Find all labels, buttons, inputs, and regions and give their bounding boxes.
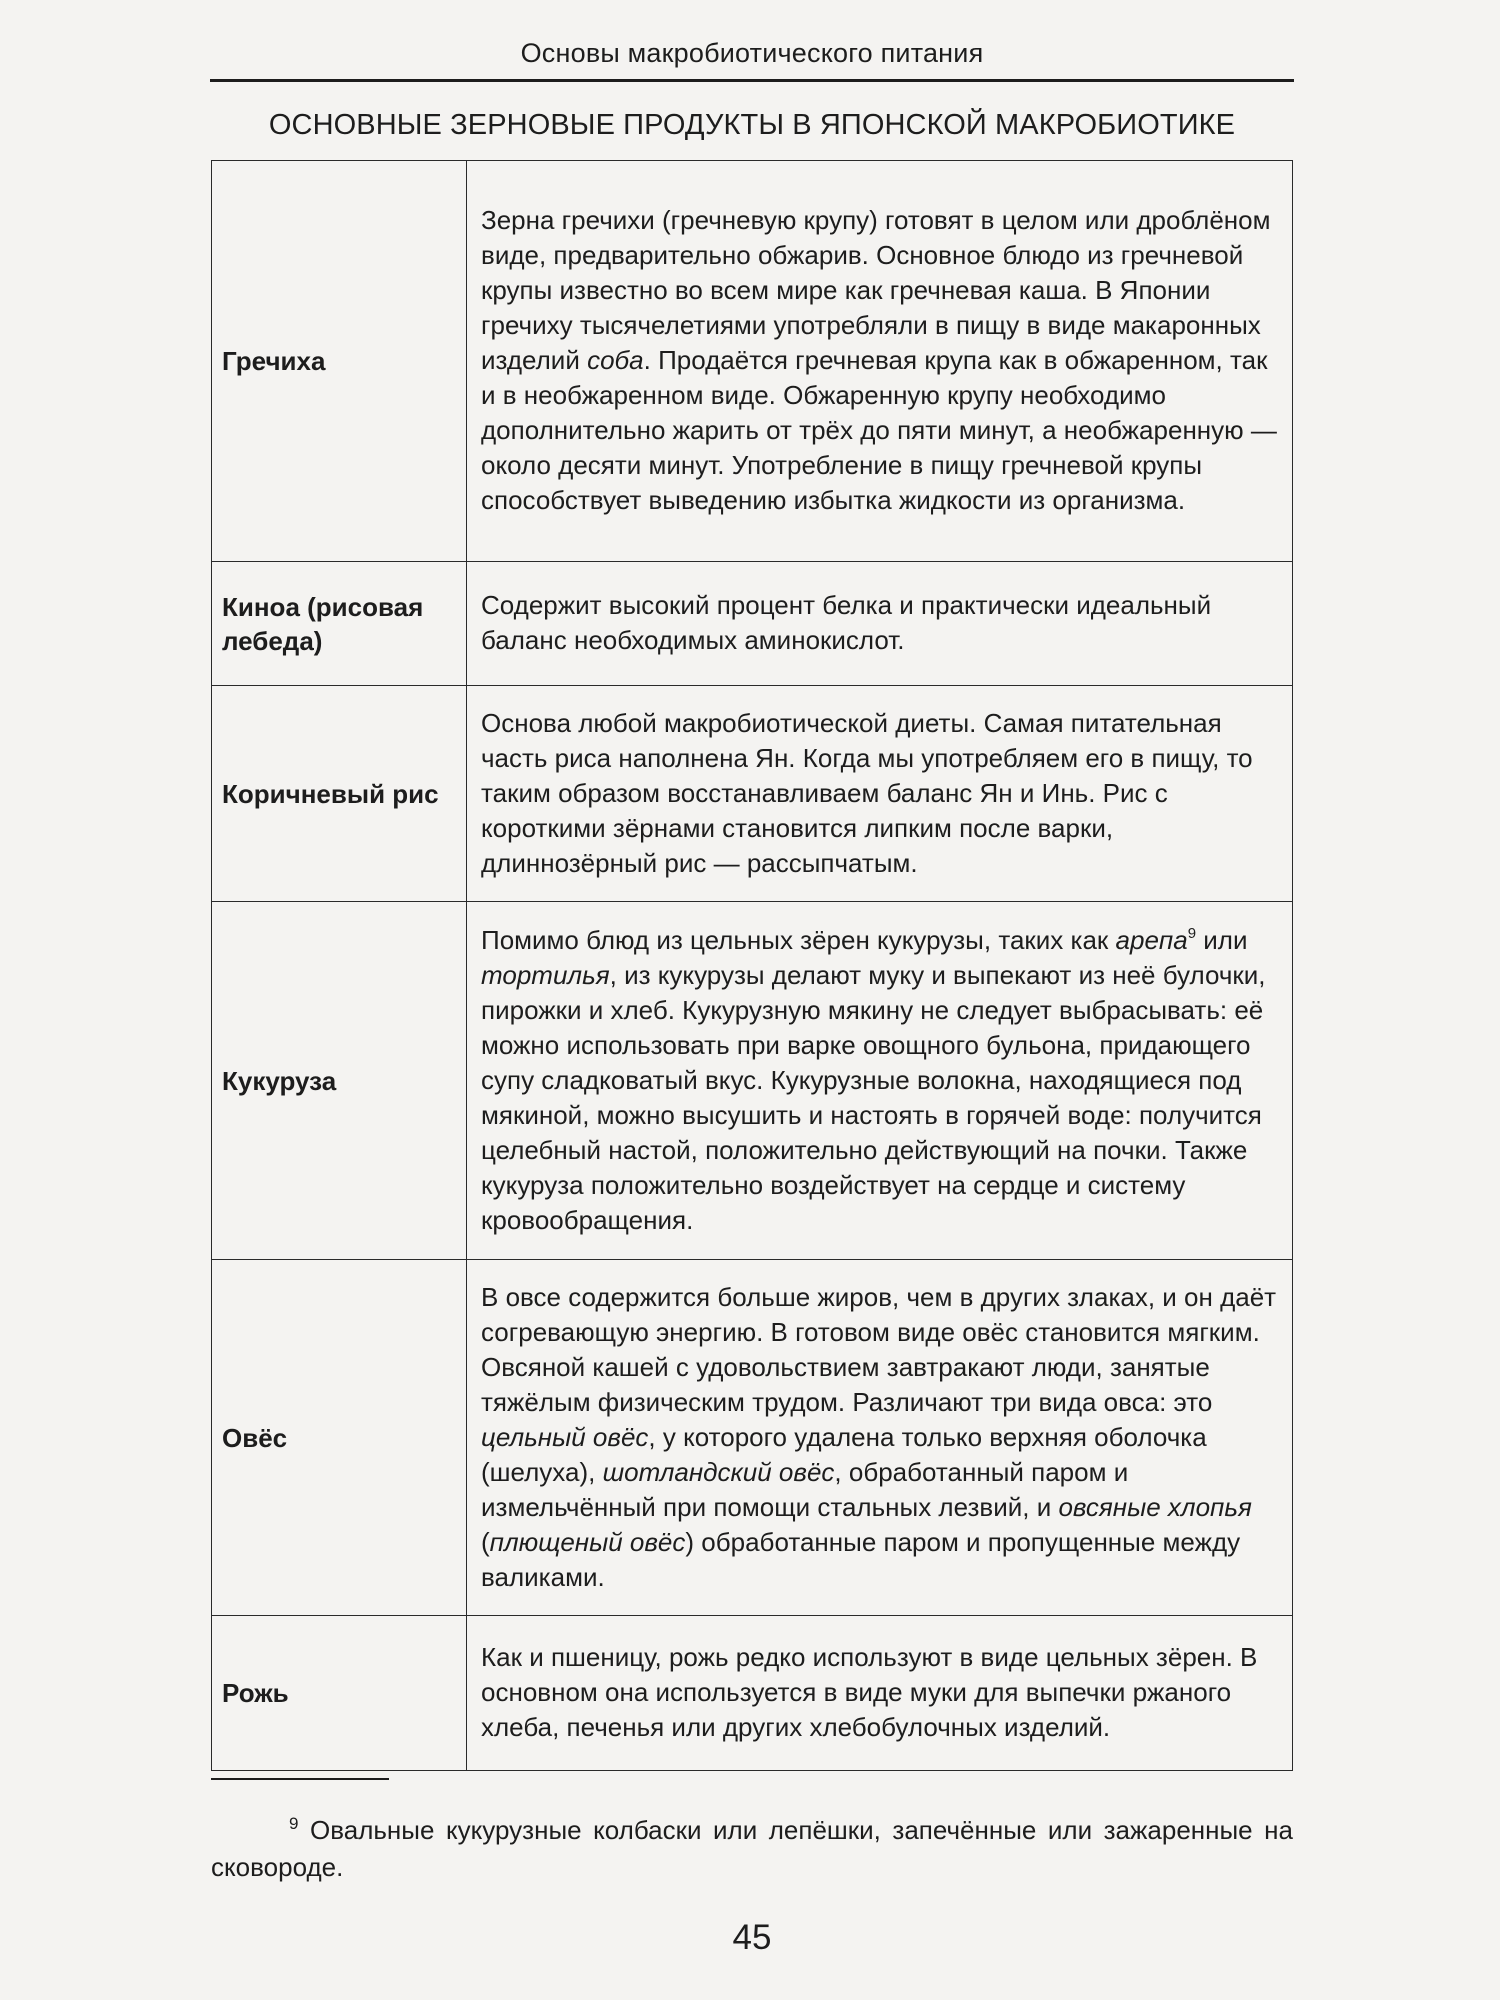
table-row-quinoa xyxy=(212,562,1293,686)
footnote-text: Овальные кукурузные колбаски или лепёшки, запечённые или зажаренные на сковороде. xyxy=(211,1815,1293,1882)
grain-description-cell: Зерна гречихи (гречневую крупу) готовят в целом или дроблёном виде, предварительно обжарив. Основное блюдо из гречневой крупы известно во всем мире как гречневая каша. В Японии гречиху тысячелетиями употребляли в пищу в виде макаронных изделий соба. Продаётся гречневая крупа как в обжаренном, так и в необжаренном виде. Обжаренную крупу необходимо дополнительно жарить от трёх до пяти минут, а необжаренную — около десяти минут. Употребление в пищу гречневой крупы способствует выведению избытка жидкости из организма. xyxy=(467,161,1293,562)
grain-name-cell: Рожь xyxy=(212,1616,467,1771)
grain-description-cell: Содержит высокий процент белка и практически идеальный баланс необходимых аминокислот. xyxy=(467,562,1293,686)
footnote xyxy=(211,1812,1293,1886)
grain-description-cell: Помимо блюд из цельных зёрен кукурузы, таких как арепа$^9$ или тортилья, из кукурузы делают муку и выпекают из неё булочки, пирожки и хлеб. Кукурузную мякину не следует выбрасывать: её можно использовать при варке овощного бульона, придающего супу сладковатый вкус. Кукурузные волокна, находящиеся под мякиной, можно высушить и настоять в горячей воде: получится целебный настой, положительно действующий на почки. Также кукуруза положительно воздействует на сердце и систему кровообращения. xyxy=(467,902,1293,1260)
page-number: 45 xyxy=(732,1918,772,1957)
running-head: Основы макробиотического питания xyxy=(520,38,984,68)
book-page xyxy=(208,0,1296,2000)
header-rule xyxy=(210,79,1294,82)
table-row-buckwheat xyxy=(212,161,1293,562)
grain-name-cell: Коричневый рис xyxy=(212,686,467,902)
table-row-rye xyxy=(212,1616,1293,1771)
grain-description-cell: Основа любой макробиотической диеты. Самая питательная часть риса наполнена Ян. Когда мы употребляем его в пищу, то таким образом восстанавливаем баланс Ян и Инь. Рис с короткими зёрнами становится липким после варки, длиннозёрный рис — рассыпчатым. xyxy=(467,686,1293,902)
footnote-mark: 9 xyxy=(289,1814,299,1833)
table-title: ОСНОВНЫЕ ЗЕРНОВЫЕ ПРОДУКТЫ В ЯПОНСКОЙ МАКРОБИОТИКЕ xyxy=(268,109,1236,141)
grain-description-cell: Как и пшеницу, рожь редко используют в виде цельных зёрен. В основном она используется в виде муки для выпечки ржаного хлеба, печенья или других хлебобулочных изделий. xyxy=(467,1616,1293,1771)
grain-name-cell: Киноа (рисовая лебеда) xyxy=(212,562,467,686)
table-row-brown-rice xyxy=(212,686,1293,902)
grain-name-cell: Кукуруза xyxy=(212,902,467,1260)
grain-description-cell: В овсе содержится больше жиров, чем в других злаках, и он даёт согревающую энергию. В готовом виде овёс становится мягким. Овсяной кашей с удовольствием завтракают люди, занятые тяжёлым физическим трудом. Различают три вида овса: это цельный овёс, у которого удалена только верхняя оболочка (шелуха), шотландский овёс, обработанный паром и измельчённый при помощи стальных лезвий, и овсяные хлопья (плющеный овёс) обработанные паром и пропущенные между валиками. xyxy=(467,1260,1293,1616)
grains-table xyxy=(211,160,1293,1771)
table-row-oats xyxy=(212,1260,1293,1616)
grain-name-cell: Овёс xyxy=(212,1260,467,1616)
grain-name-cell: Гречиха xyxy=(212,161,467,562)
table-row-corn xyxy=(212,902,1293,1260)
footnote-rule xyxy=(211,1778,389,1780)
